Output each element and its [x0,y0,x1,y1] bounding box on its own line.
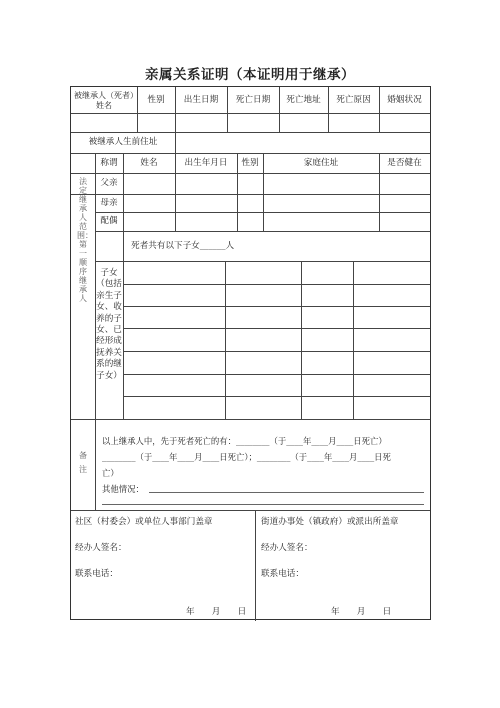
left-handler-signature[interactable]: 经办人签名： [75,543,127,553]
relation-mother: 母亲 [100,197,118,208]
remarks-other-underline [149,492,424,493]
remarks-line-2: ________（于____年____月____日死亡）；________（于____年____月____日死 [102,452,391,462]
deceased-gender-label: 性别 [147,94,165,105]
row-divider [123,328,430,329]
row-divider [123,374,430,375]
row-divider [123,351,430,352]
row-divider [123,284,430,285]
remarks-line-1: 以上继承人中，先于死者死亡的有：________（于____年____月____日死亡） [102,436,387,446]
col-divider [123,153,124,419]
kinship-certificate-form [70,86,431,620]
row-divider [71,419,430,420]
deceased-birth-date-label: 出生日期 [183,94,219,105]
row-divider [123,306,430,307]
residence-label: 被继承人生前住址 [88,137,158,147]
col-divider [175,132,176,153]
left-date: 年 月 日 [186,607,247,617]
deceased-marital-label: 婚姻状况 [387,94,422,105]
right-date: 年 月 日 [331,607,392,617]
deceased-name-label: 被继承人（死者）姓名 [74,90,134,110]
left-phone[interactable]: 联系电话： [75,569,118,579]
relation-spouse: 配偶 [100,216,118,226]
deceased-death-date-label: 死亡日期 [235,94,271,105]
col-divider [95,419,96,510]
col-divider [353,261,354,419]
heir-gender-header: 性别 [241,157,259,168]
row-divider [123,396,430,397]
children-count-text: 死者共有以下子女______人 [131,240,235,251]
heir-alive-header: 是否健在 [387,157,422,168]
left-stamp-label: 社区（村委会）或单位人事部门盖章 [75,517,213,527]
relation-header: 称谓 [100,157,118,168]
remarks-line-3: 亡） [102,468,119,478]
heir-name-header: 姓名 [140,157,158,168]
remarks-other-underline [102,504,424,505]
deceased-death-cause-label: 死亡原因 [336,94,371,105]
right-handler-signature[interactable]: 经办人签名： [261,543,313,553]
row-divider [71,510,430,511]
right-phone[interactable]: 联系电话： [261,569,304,579]
heir-address-header: 家庭住址 [303,157,339,168]
remarks-other-label: 其他情况： [102,484,144,494]
row-divider [95,261,430,262]
deceased-death-place-label: 死亡地址 [286,94,321,105]
document-title: 亲属关系证明（本证明用于继承） [145,67,355,83]
col-divider [255,510,256,621]
col-divider [301,261,302,419]
children-label: 子女（包括亲生子女、收养的子女、已经形成抚养关系的继子女） [96,267,122,381]
row-divider [71,113,430,114]
heir-birth-header: 出生年月日 [184,157,228,168]
col-divider [225,261,226,419]
remarks-label: 备注 [79,451,87,474]
row-divider [71,173,430,174]
right-stamp-label: 街道办事处（镇政府）或派出所盖章 [261,517,399,527]
relation-father: 父亲 [100,178,118,188]
legal-heirs-label: 法定继承人范围：第一顺序继承人 [77,177,93,303]
